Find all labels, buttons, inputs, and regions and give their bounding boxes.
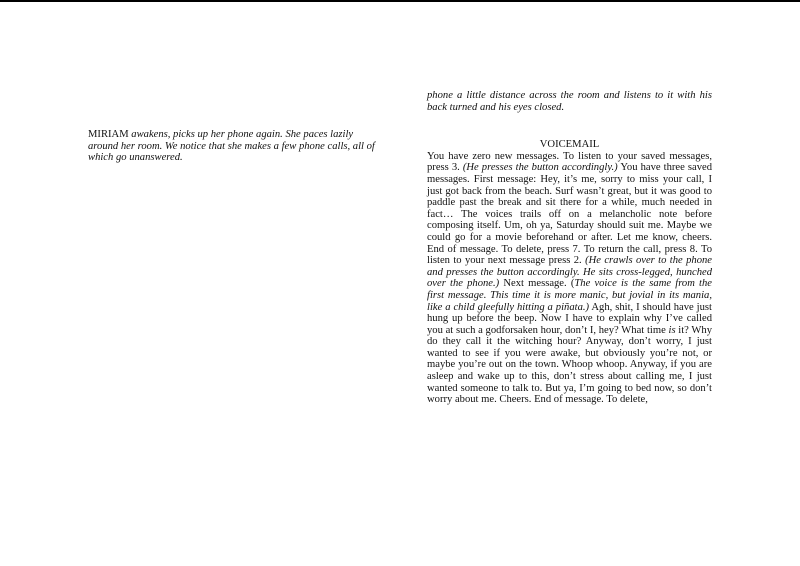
character-name: MIRIAM xyxy=(88,129,129,140)
voicemail-transcript xyxy=(427,151,712,406)
voicemail-text: it? Why do they call it the witching hour? Anyway, don’t worry, I just wanted to see if you were awake, but obviously you’re not, or maybe you’re out on the town. Whoop whoop. Anyway, if you are asleep and wake up to this, don’t stress about calling me, I just wanted someone to talk to. But ya, I’m going to bed now, so don’t worry about me. Cheers. End of message. To delete, xyxy=(427,324,713,406)
stage-direction-text: awakens, picks up her phone again. She paces lazily around her room. We notice that she makes a few phone calls, all of which go unanswered. xyxy=(88,129,375,164)
voicemail-text: You have three saved messages. First message: Hey, it’s me, sorry to miss your call, I just got back from the beach. Surf wasn’t great, but it was good to paddle past the break and sit there for a while, much needed in fact… The voices trails off on a melancholic note before composing itself. Um, oh ya, Saturday should suit me. Maybe we could go for a movie beforehand or after. Let me know, cheers. End of message. To delete, press 7. To return the call, press 8. To listen to your next message press 2. xyxy=(427,162,712,267)
stage-direction-inline: (He presses the button accordingly.) xyxy=(462,162,618,174)
top-border-rule xyxy=(0,0,800,2)
continued-stage-direction: phone a little distance across the room and listens to it with his back turned and his eyes closed. xyxy=(427,90,712,113)
stage-direction-inline: (He crawls over to the phone and presses the button accordingly. He sits cross-legged, hunched over the phone.) xyxy=(427,255,712,290)
right-column xyxy=(427,90,712,406)
stage-direction xyxy=(88,129,378,164)
voicemail-text: Agh, shit, I should have just hung up before the beep. Now I have to explain why I’ve called you at such a godforsaken hour, don’t I, hey? What time xyxy=(427,301,712,336)
stage-direction-inline: The voice is the same from the first message. This time it is more manic, but jovial in its mania, like a child gleefully hitting a piñata.) xyxy=(427,278,712,313)
voicemail-text: Next message. ( xyxy=(499,278,575,290)
left-column xyxy=(88,129,378,164)
stage-direction-inline: is xyxy=(668,324,676,336)
section-heading: VOICEMAIL xyxy=(539,139,600,151)
voicemail-text: You have zero new messages. To listen to your saved messages, press 3. xyxy=(427,150,712,174)
